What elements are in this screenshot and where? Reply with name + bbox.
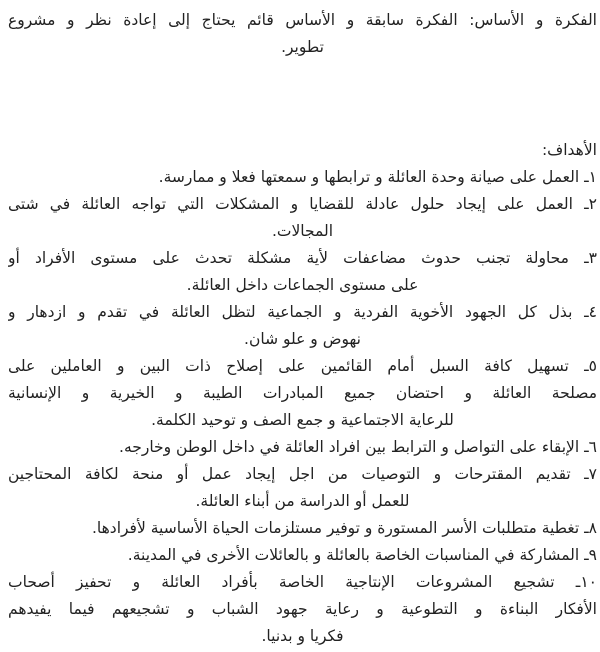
text-line: ٩ـ المشاركة في المناسبات الخاصة بالعائلة و بالعائلات الأخرى في المدينة. [127,546,597,564]
intro-paragraph [8,7,597,61]
text-line: فكريا و بدنيا. [261,627,344,645]
objective-item-٣ [8,245,597,299]
objective-item-٢ [8,191,597,245]
text-line: ١٠ـ تشجيع المشروعات الإنتاجية الخاصة بأفراد العائلة و تحفيز أصحاب [8,573,597,591]
text-line: ٤ـ بذل كل الجهود الأخوية الفردية و الجماعية لتظل العائلة في تقدم و ازدهار و [8,303,597,321]
objective-item-٦ [8,434,597,461]
objective-item-٥ [8,353,597,434]
text-line: للعمل أو الدراسة من أبناء العائلة. [195,492,410,510]
text-line: المجالات. [271,222,334,240]
text-line: ٧ـ تقديم المقترحات و التوصيات من اجل إيجاد عمل أو منحة لكافة المحتاجين [8,465,597,483]
text-line: الفكرة و الأساس: الفكرة سابقة و الأساس قائم يحتاج إلى إعادة نظر و مشروع [8,11,597,29]
objectives-list [8,164,597,650]
objective-item-٩ [8,542,597,569]
text-line: ٥ـ تسهيل كافة السبل أمام القائمين على إصلاح ذات البين و العاملين على [8,357,597,375]
text-line: على مستوى الجماعات داخل العائلة. [186,276,419,294]
text-line: للرعاية الاجتماعية و جمع الصف و توحيد الكلمة. [151,411,454,429]
text-line: الأفكار البناءة و التطوعية و رعاية جهود الشباب و تشجيعهم فيما يفيدهم [8,600,597,618]
text-line: ٦ـ الإبقاء على التواصل و الترابط بين افراد العائلة في داخل الوطن وخارجه. [119,438,597,456]
text-line: ٨ـ تغطية متطلبات الأسر المستورة و توفير مستلزمات الحياة الأساسية لأفرادها. [91,519,597,537]
text-line: مصلحة العائلة و احتضان جميع المبادرات الطيبة و الخيرية و الإنسانية [8,384,597,402]
text-line: ٣ـ محاولة تجنب حدوث مضاعفات لأية مشكلة تحدث على مستوى الأفراد أو [8,249,597,267]
text-line: ٢ـ العمل على إيجاد حلول عادلة للقضايا و المشكلات التي تواجه العائلة في شتى [8,195,597,213]
text-line: ١ـ العمل على صيانة وحدة العائلة و ترابطها و سمعتها فعلا و ممارسة. [158,168,597,186]
objective-item-٤ [8,299,597,353]
objective-item-١٠ [8,569,597,650]
vertical-gap [8,61,597,137]
objective-item-٨ [8,515,597,542]
objective-item-١ [8,164,597,191]
objectives-heading: الأهداف: [541,141,597,159]
text-line: نهوض و علو شان. [244,330,361,348]
text-line: تطوير. [281,38,324,56]
objective-item-٧ [8,461,597,515]
